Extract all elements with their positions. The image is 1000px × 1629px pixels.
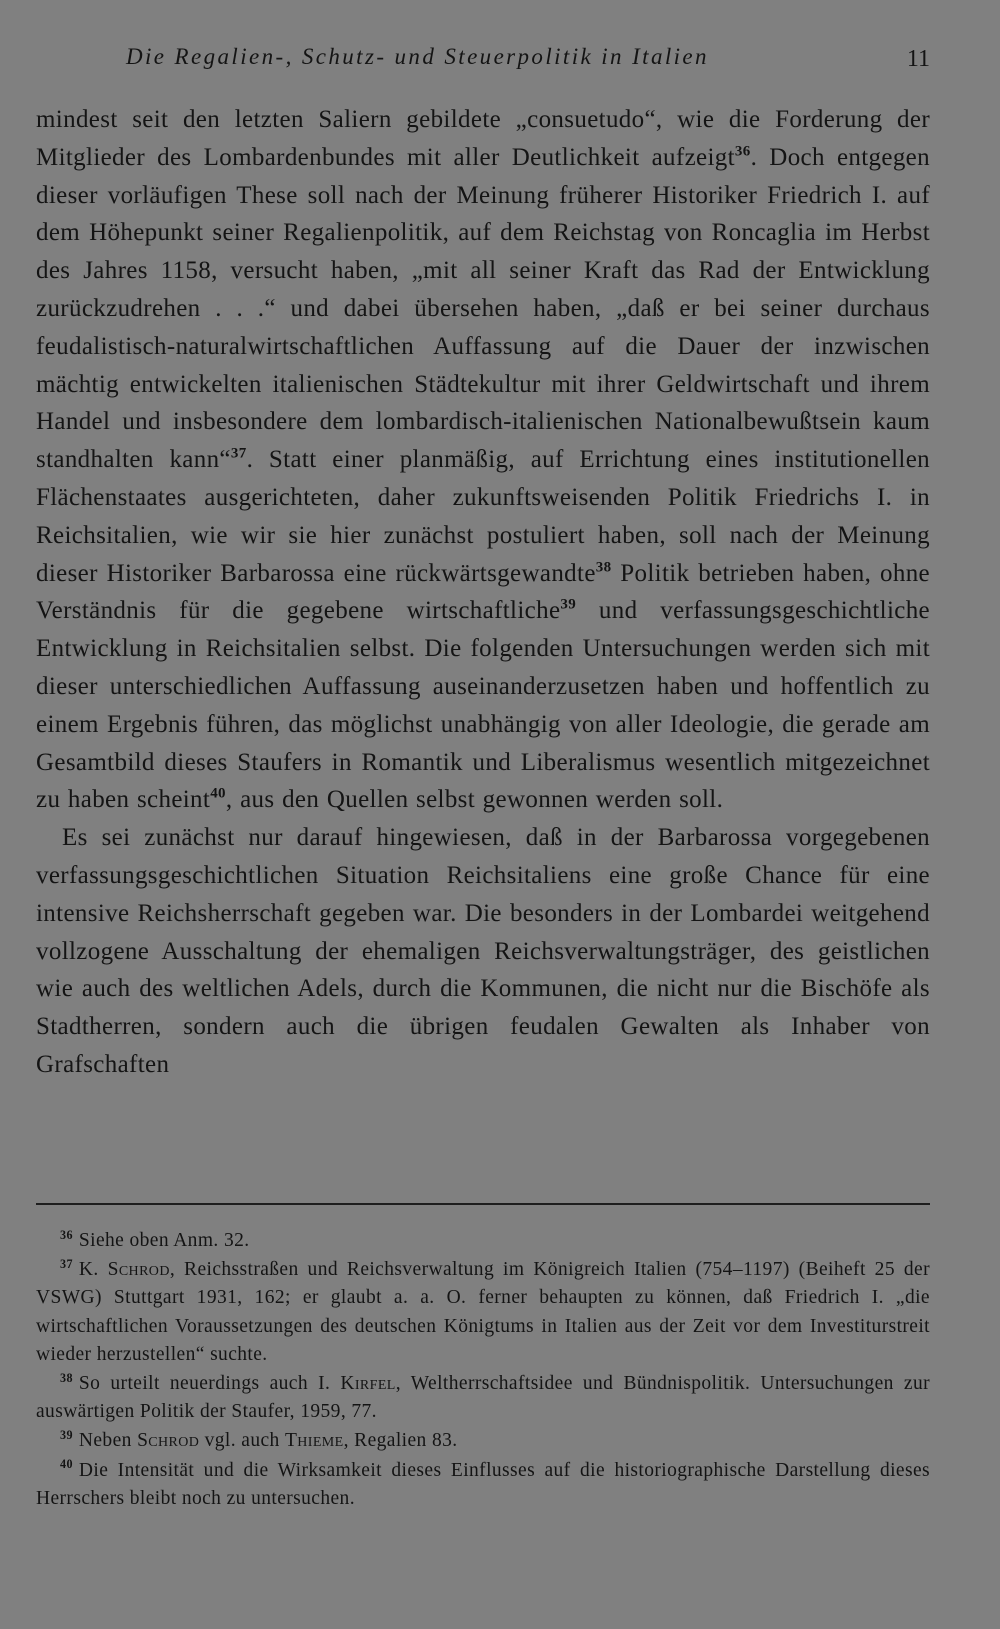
paragraph-2: Es sei zunächst nur darauf hingewiesen, daß in der Barbarossa vorgegebenen verfassungsgeschichtlichen Situation Reichsitaliens eine große Chance für eine intensive Reichsherrschaft gegeben war. Die besonders in der Lombardei weitgehend vollzogene Ausschaltung der ehemaligen Reichsverwaltungsträger, des geistlichen wie auch des weltlichen Adels, durch die Kommunen, die nicht nur die Bischöfe als Stadtherren, sondern auch die übrigen feudalen Gewalten als Inhaber von Grafschaften (36, 824, 930, 1078)
text-run: . Statt einer planmäßig, auf Errichtung eines institutionellen Flächenstaates ausgerichteten, daher zukunftsweisenden Politik Friedrichs I. in Reichsitalien, wie wir sie hier zunächst postuliert haben, soll nach der Meinung dieser Historiker Barbarossa eine rückwärtsgewandte (36, 446, 931, 587)
footnote-ref-40[interactable]: 40 (210, 786, 226, 803)
paragraph-1 (36, 101, 930, 819)
text-run: mindest seit den letzten Saliern gebildete „consuetudo“, wie die Forderung der Mitglieder des Lombardenbundes mit aller Deutlichkeit aufzeigt (36, 106, 930, 171)
page-header (36, 44, 930, 80)
author-name: Kirfel (340, 1373, 396, 1395)
footnote-36 (36, 1227, 930, 1255)
footnote-ref-39[interactable]: 39 (560, 597, 577, 614)
footnote-39 (36, 1427, 930, 1455)
footnote-38 (36, 1370, 930, 1426)
footnote-number: 36 (60, 1227, 73, 1242)
footnote-number: 37 (60, 1256, 73, 1271)
text-run: , aus den Quellen selbst gewonnen werden soll. (225, 786, 724, 814)
footnote-number: 40 (60, 1457, 73, 1472)
footnote-text: , Regalien 83. (343, 1430, 458, 1452)
text-run: . Doch entgegen dieser vorläufigen These soll nach der Meinung früherer Historiker Friedrich I. auf dem Höhepunkt seiner Regalienpolitik, auf dem Reichstag von Roncaglia im Herbst des Jahres 1158, versucht haben, „mit all seiner Kraft das Rad der Entwicklung zurückzudrehen . . .“ und dabei übersehen haben, „daß er bei seiner durchaus feudalistisch-naturalwirtschaftlichen Auffassung auf die Dauer der inzwischen mächtig entwickelten italienischen Städtekultur mit ihrer Geldwirtschaft und ihrem Handel und insbesondere dem lombardisch-italienischen Nationalbewußtsein kaum standhalten kann“ (36, 143, 930, 474)
footnote-number: 38 (60, 1370, 73, 1385)
footnote-ref-38[interactable]: 38 (595, 559, 612, 576)
author-name: Thieme (284, 1430, 344, 1452)
footnote-text: Neben (78, 1430, 138, 1452)
footnote-text: K. (78, 1259, 108, 1281)
footnote-number: 39 (60, 1427, 73, 1442)
footnote-text: , Reichsstraßen und Reichsverwaltung im Königreich Italien (754–1197) (Beiheft 25 der VSWG) Stuttgart 1931, 162; er glaubt a. a. O. ferner behaupten zu können, daß Friedrich I. „die wirtschaftlichen Voraussetzungen des deutschen Königtums in Italien aus der Zeit vor dem Investiturstreit wieder herzustellen“ suchte. (36, 1259, 930, 1365)
text-run: und verfassungsgeschichtliche Entwicklung in Reichsitalien selbst. Die folgenden Untersuchungen werden sich mit dieser unterschiedlichen Auffassung auseinanderzusetzen haben und hoffentlich zu einem Ergebnis führen, das möglichst unabhängig von aller Ideologie, die gerade am Gesamtbild dieses Staufers in Romantik und Liberalismus wesentlich mitgezeichnet zu haben scheint (36, 597, 930, 814)
footnote-text: , Weltherrschaftsidee und Bündnispolitik. Untersuchungen zur auswärtigen Politik der Staufer, 1959, 77. (36, 1373, 930, 1423)
footnote-ref-36[interactable]: 36 (734, 143, 751, 160)
footnote-text: vgl. auch (199, 1430, 285, 1452)
footnote-divider (36, 1203, 930, 1205)
author-name: Schrod (107, 1259, 170, 1281)
footnote-40 (36, 1457, 930, 1513)
text-run: Politik betrieben haben, ohne Verständnis für die gegebene wirtschaftliche (36, 559, 931, 625)
footnote-ref-37[interactable]: 37 (230, 445, 247, 462)
footnotes (36, 1227, 930, 1514)
main-text (36, 101, 930, 1084)
author-name: Schrod (137, 1430, 200, 1452)
footnote-37 (36, 1256, 930, 1369)
page-number: 11 (906, 46, 930, 72)
running-title: Die Regalien-, Schutz- und Steuerpolitik in Italien (126, 44, 709, 69)
footnote-text: Die Intensität und die Wirksamkeit dieses Einflusses auf die historiographische Darstellung dieses Herrschers bleibt noch zu untersuchen. (36, 1459, 930, 1509)
footnote-text: So urteilt neuerdings auch I. (78, 1373, 341, 1395)
footnote-text: Siehe oben Anm. 32. (78, 1230, 250, 1251)
